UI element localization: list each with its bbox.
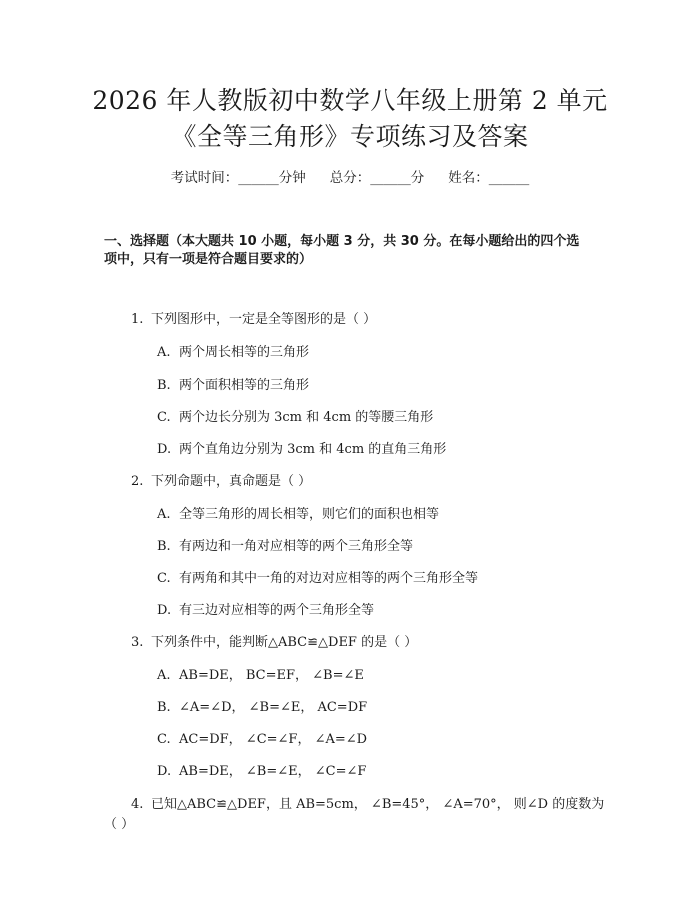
- question-number: 3.: [131, 635, 144, 650]
- question-4-stem-continued: （ ）: [104, 817, 135, 832]
- question-3-option-c: [157, 730, 367, 750]
- question-1-option-a: [157, 343, 309, 363]
- option-text: 两个边长分别为 3cm 和 4cm 的等腰三角形: [179, 410, 434, 425]
- question-2-option-b: [157, 537, 413, 557]
- document-title-line-2: 《全等三角形》专项练习及答案: [171, 122, 529, 151]
- section-heading-line-1: 一、选择题（本大题共 10 小题，每小题 3 分，共 30 分。在每小题给出的四个选: [104, 234, 580, 249]
- option-letter: A.: [157, 668, 171, 683]
- option-letter: C.: [157, 410, 171, 425]
- option-text: 有三边对应相等的两个三角形全等: [179, 603, 375, 618]
- option-text: 两个直角边分别为 3cm 和 4cm 的直角三角形: [179, 442, 447, 457]
- option-text: AB=DE， BC=EF， ∠B=∠E: [179, 668, 364, 683]
- option-text: AC=DF， ∠C=∠F， ∠A=∠D: [179, 732, 368, 747]
- option-letter: D.: [157, 442, 172, 457]
- question-text: 下列命题中，真命题是（ ）: [151, 474, 312, 489]
- question-2-stem: [131, 472, 311, 492]
- section-heading-line-2: 项中，只有一项是符合题目要求的）: [104, 252, 313, 267]
- option-text: 全等三角形的周长相等，则它们的面积也相等: [179, 507, 440, 522]
- question-text: 下列图形中，一定是全等图形的是（ ）: [151, 312, 377, 327]
- question-3-stem: [131, 633, 417, 653]
- option-letter: D.: [157, 764, 172, 779]
- question-1-option-d: [157, 440, 446, 460]
- question-4-stem: [131, 795, 604, 815]
- option-letter: C.: [157, 571, 171, 586]
- total-score-field: 总分：______分: [329, 170, 425, 186]
- option-letter: A.: [157, 507, 171, 522]
- exam-time-field: 考试时间：______分钟: [170, 170, 306, 186]
- question-text: 下列条件中，能判断△ABC≌△DEF 的是（ ）: [151, 635, 418, 650]
- option-letter: B.: [157, 700, 171, 715]
- option-letter: B.: [157, 539, 171, 554]
- question-1-option-c: [157, 408, 433, 428]
- question-2-option-a: [157, 505, 439, 525]
- option-letter: C.: [157, 732, 171, 747]
- option-text: AB=DE， ∠B=∠E， ∠C=∠F: [179, 764, 367, 779]
- option-text: ∠A=∠D， ∠B=∠E， AC=DF: [179, 700, 368, 715]
- question-number: 1.: [131, 312, 144, 327]
- question-3-option-b: [157, 698, 367, 718]
- question-2-option-d: [157, 601, 374, 621]
- question-text: 已知△ABC≌△DEF，且 AB=5cm， ∠B=45°， ∠A=70°， 则∠D 的度数为: [151, 797, 605, 812]
- question-2-option-c: [157, 569, 478, 589]
- question-3-option-a: [157, 666, 364, 686]
- student-name-field: 姓名：______: [448, 170, 530, 186]
- question-number: 4.: [131, 797, 144, 812]
- option-letter: B.: [157, 378, 171, 393]
- question-1-option-b: [157, 376, 309, 396]
- question-number: 2.: [131, 474, 144, 489]
- option-text: 有两角和其中一角的对边对应相等的两个三角形全等: [179, 571, 479, 586]
- exam-meta: [0, 168, 700, 188]
- question-1-stem: [131, 310, 376, 330]
- document-title-line-1: 2026 年人教版初中数学八年级上册第 2 单元: [92, 86, 608, 115]
- option-text: 有两边和一角对应相等的两个三角形全等: [179, 539, 414, 554]
- option-letter: A.: [157, 345, 171, 360]
- question-3-option-d: [157, 762, 366, 782]
- option-letter: D.: [157, 603, 172, 618]
- option-text: 两个面积相等的三角形: [179, 378, 310, 393]
- option-text: 两个周长相等的三角形: [179, 345, 310, 360]
